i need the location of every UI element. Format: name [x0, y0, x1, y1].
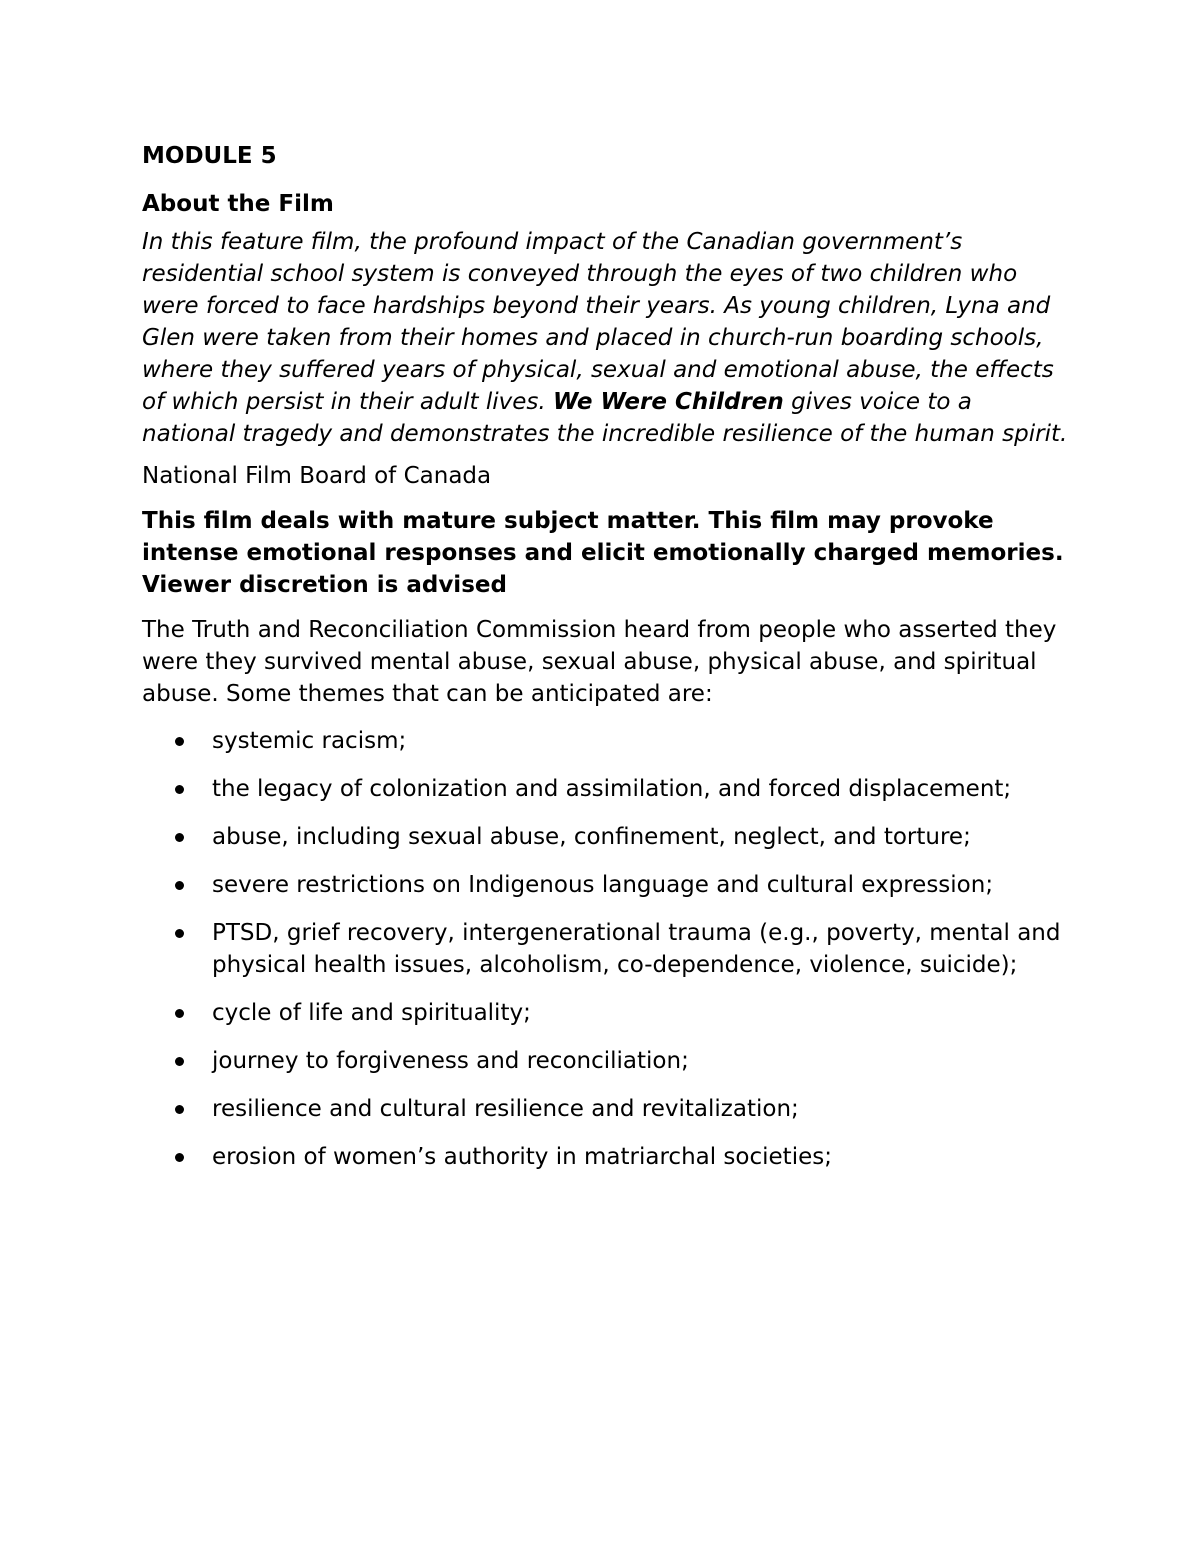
- bullet-icon: [175, 1105, 184, 1114]
- section-title: About the Film: [142, 191, 334, 217]
- list-item: [142, 821, 1072, 853]
- module-title: MODULE 5: [142, 143, 277, 169]
- list-item: [142, 997, 1072, 1029]
- bullet-icon: [175, 785, 184, 794]
- synopsis-text-2: gives voice to a national tragedy and demonstrates the incredible resilience of the human spirit.: [142, 389, 1068, 447]
- film-name: We Were Children: [553, 389, 784, 415]
- list-item-text: journey to forgiveness and reconciliation;: [212, 1048, 689, 1074]
- source-credit: National Film Board of Canada: [142, 463, 492, 489]
- intro-paragraph: The Truth and Reconciliation Commission heard from people who asserted they were they survived mental abuse, sexual abuse, physical abuse, and spiritual abuse. Some themes that can be anticipated are:: [142, 617, 1057, 707]
- list-item-text: cycle of life and spirituality;: [212, 1000, 531, 1026]
- list-item-text: severe restrictions on Indigenous language and cultural expression;: [212, 872, 994, 898]
- list-item-text: abuse, including sexual abuse, confinement, neglect, and torture;: [212, 824, 971, 850]
- bullet-icon: [175, 881, 184, 890]
- bullet-icon: [175, 929, 184, 938]
- list-item: [142, 1045, 1072, 1077]
- list-item: [142, 869, 1072, 901]
- list-item: [142, 773, 1072, 805]
- list-item-text: PTSD, grief recovery, intergenerational trauma (e.g., poverty, mental and physical health issues, alcoholism, co-dependence, violence, suicide);: [212, 920, 1061, 978]
- bullet-icon: [175, 833, 184, 842]
- list-item-text: the legacy of colonization and assimilation, and forced displacement;: [212, 776, 1012, 802]
- list-item: [142, 1093, 1072, 1125]
- viewer-warning: This film deals with mature subject matter. This film may provoke intense emotional responses and elicit emotionally charged memories. Viewer discretion is advised: [142, 508, 1064, 598]
- list-item: [142, 725, 1072, 757]
- list-item-text: systemic racism;: [212, 728, 407, 754]
- bullet-icon: [175, 1057, 184, 1066]
- document-page: [142, 140, 1072, 1189]
- film-synopsis: [142, 226, 1072, 450]
- bullet-icon: [175, 737, 184, 746]
- bullet-icon: [175, 1153, 184, 1162]
- bullet-icon: [175, 1009, 184, 1018]
- synopsis-text-1: In this feature film, the profound impact of the Canadian government’s residential school system is conveyed through the eyes of two children who were forced to face hardships beyond their years. As young children, Lyna and Glen were taken from their homes and placed in church-run boarding schools, where they suffered years of physical, sexual and emotional abuse, the effects of which persist in their adult lives.: [142, 229, 1054, 415]
- themes-list: [142, 725, 1072, 1173]
- list-item-text: resilience and cultural resilience and revitalization;: [212, 1096, 799, 1122]
- list-item: [142, 1141, 1072, 1173]
- list-item: [142, 917, 1072, 981]
- list-item-text: erosion of women’s authority in matriarchal societies;: [212, 1144, 832, 1170]
